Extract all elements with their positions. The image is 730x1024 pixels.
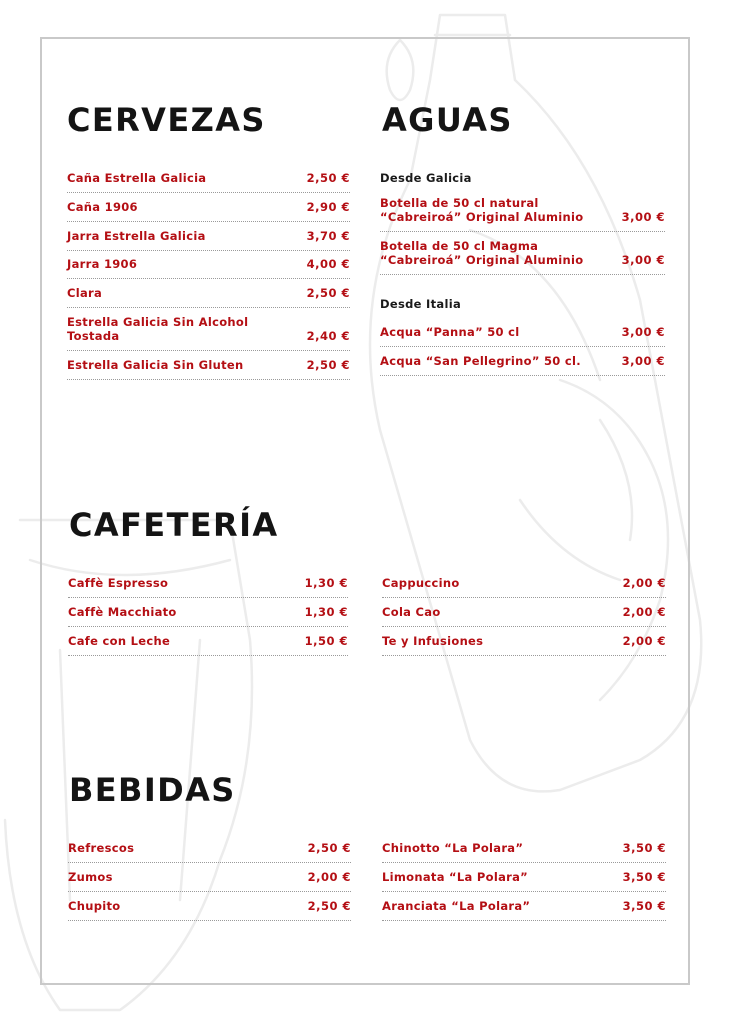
menu-item-price: 3,50 € (622, 899, 666, 913)
menu-item (382, 627, 666, 656)
menu-item (380, 347, 665, 376)
menu-item (68, 863, 351, 892)
menu-item-price: 1,30 € (304, 576, 348, 590)
aguas-italia-list (380, 318, 665, 376)
menu-item-name: Jarra 1906 (67, 257, 138, 271)
menu-item (382, 841, 666, 863)
menu-item-name: Jarra Estrella Galicia (67, 229, 206, 243)
menu-item-name: Acqua “San Pellegrino” 50 cl. (380, 354, 581, 368)
menu-item (67, 193, 350, 222)
menu-item-name: Te y Infusiones (382, 634, 484, 648)
aguas-galicia-label: Desde Galicia (380, 171, 472, 185)
menu-item-price: 3,50 € (622, 841, 666, 855)
menu-item-name: Caffè Espresso (68, 576, 169, 590)
menu-item-name: Caffè Macchiato (68, 605, 177, 619)
menu-item-price: 1,30 € (304, 605, 348, 619)
menu-item-price: 2,00 € (622, 576, 666, 590)
cafeteria-right-list (382, 575, 666, 656)
menu-item-name: Cappuccino (382, 576, 460, 590)
menu-item-name: Acqua “Panna” 50 cl (380, 325, 520, 339)
menu-item-price: 3,00 € (621, 325, 665, 339)
menu-item-price: 3,70 € (306, 229, 350, 243)
bebidas-heading: BEBIDAS (69, 771, 236, 809)
aguas-galicia-section (380, 171, 665, 275)
menu-item-price: 2,50 € (306, 171, 350, 185)
menu-item-name: Limonata “La Polara” (382, 870, 529, 884)
menu-item-price: 2,50 € (307, 841, 351, 855)
menu-item-name: Cafe con Leche (68, 634, 171, 648)
menu-item-price: 2,00 € (307, 870, 351, 884)
menu-item-price: 2,00 € (622, 634, 666, 648)
menu-item (68, 575, 348, 598)
cafeteria-heading: CAFETERÍA (69, 506, 279, 544)
menu-item-price: 3,00 € (621, 210, 665, 224)
menu-item (67, 279, 350, 308)
menu-item-name: Botella de 50 cl natural “Cabreiroá” Original Aluminio (380, 196, 584, 224)
menu-item-name: Chupito (68, 899, 121, 913)
menu-item (68, 892, 351, 921)
menu-item-price: 4,00 € (306, 257, 350, 271)
menu-item-name: Estrella Galicia Sin Alcohol Tostada (67, 315, 249, 343)
menu-item-price: 2,00 € (622, 605, 666, 619)
menu-item (382, 575, 666, 598)
menu-item-price: 2,90 € (306, 200, 350, 214)
menu-item (67, 308, 350, 351)
menu-item-name: Zumos (68, 870, 113, 884)
menu-item-name: Caña 1906 (67, 200, 138, 214)
menu-item-name: Cola Cao (382, 605, 441, 619)
aguas-italia-section (380, 297, 665, 376)
menu-item-price: 2,50 € (306, 286, 350, 300)
menu-item-name: Aranciata “La Polara” (382, 899, 531, 913)
menu-item (68, 598, 348, 627)
menu-item-price: 3,00 € (621, 253, 665, 267)
menu-item-name: Caña Estrella Galicia (67, 171, 207, 185)
menu-item (382, 863, 666, 892)
cervezas-list (67, 170, 350, 380)
menu-item-name: Chinotto “La Polara” (382, 841, 524, 855)
menu-item (382, 598, 666, 627)
menu-item (67, 222, 350, 251)
aguas-heading: AGUAS (382, 101, 513, 139)
menu-item (67, 170, 350, 193)
menu-item (382, 892, 666, 921)
menu-item (67, 351, 350, 380)
bebidas-left-list (68, 841, 351, 921)
menu-item (68, 841, 351, 863)
menu-item-price: 2,40 € (306, 329, 350, 343)
menu-item-price: 1,50 € (304, 634, 348, 648)
menu-item-price: 3,00 € (621, 354, 665, 368)
menu-item-name: Botella de 50 cl Magma “Cabreiroá” Original Aluminio (380, 239, 584, 267)
menu-item-name: Refrescos (68, 841, 135, 855)
menu-item-price: 3,50 € (622, 870, 666, 884)
menu-item-price: 2,50 € (306, 358, 350, 372)
cafeteria-left-list (68, 575, 348, 656)
menu-item (380, 193, 665, 232)
bebidas-right-list (382, 841, 666, 921)
aguas-italia-label: Desde Italia (380, 297, 462, 311)
menu-item (380, 232, 665, 275)
menu-item-name: Estrella Galicia Sin Gluten (67, 358, 244, 372)
aguas-galicia-list (380, 193, 665, 275)
menu-item-name: Clara (67, 286, 103, 300)
menu-item-price: 2,50 € (307, 899, 351, 913)
menu-item (67, 251, 350, 279)
menu-item (380, 318, 665, 347)
cervezas-heading: CERVEZAS (67, 101, 266, 139)
menu-item (68, 627, 348, 656)
